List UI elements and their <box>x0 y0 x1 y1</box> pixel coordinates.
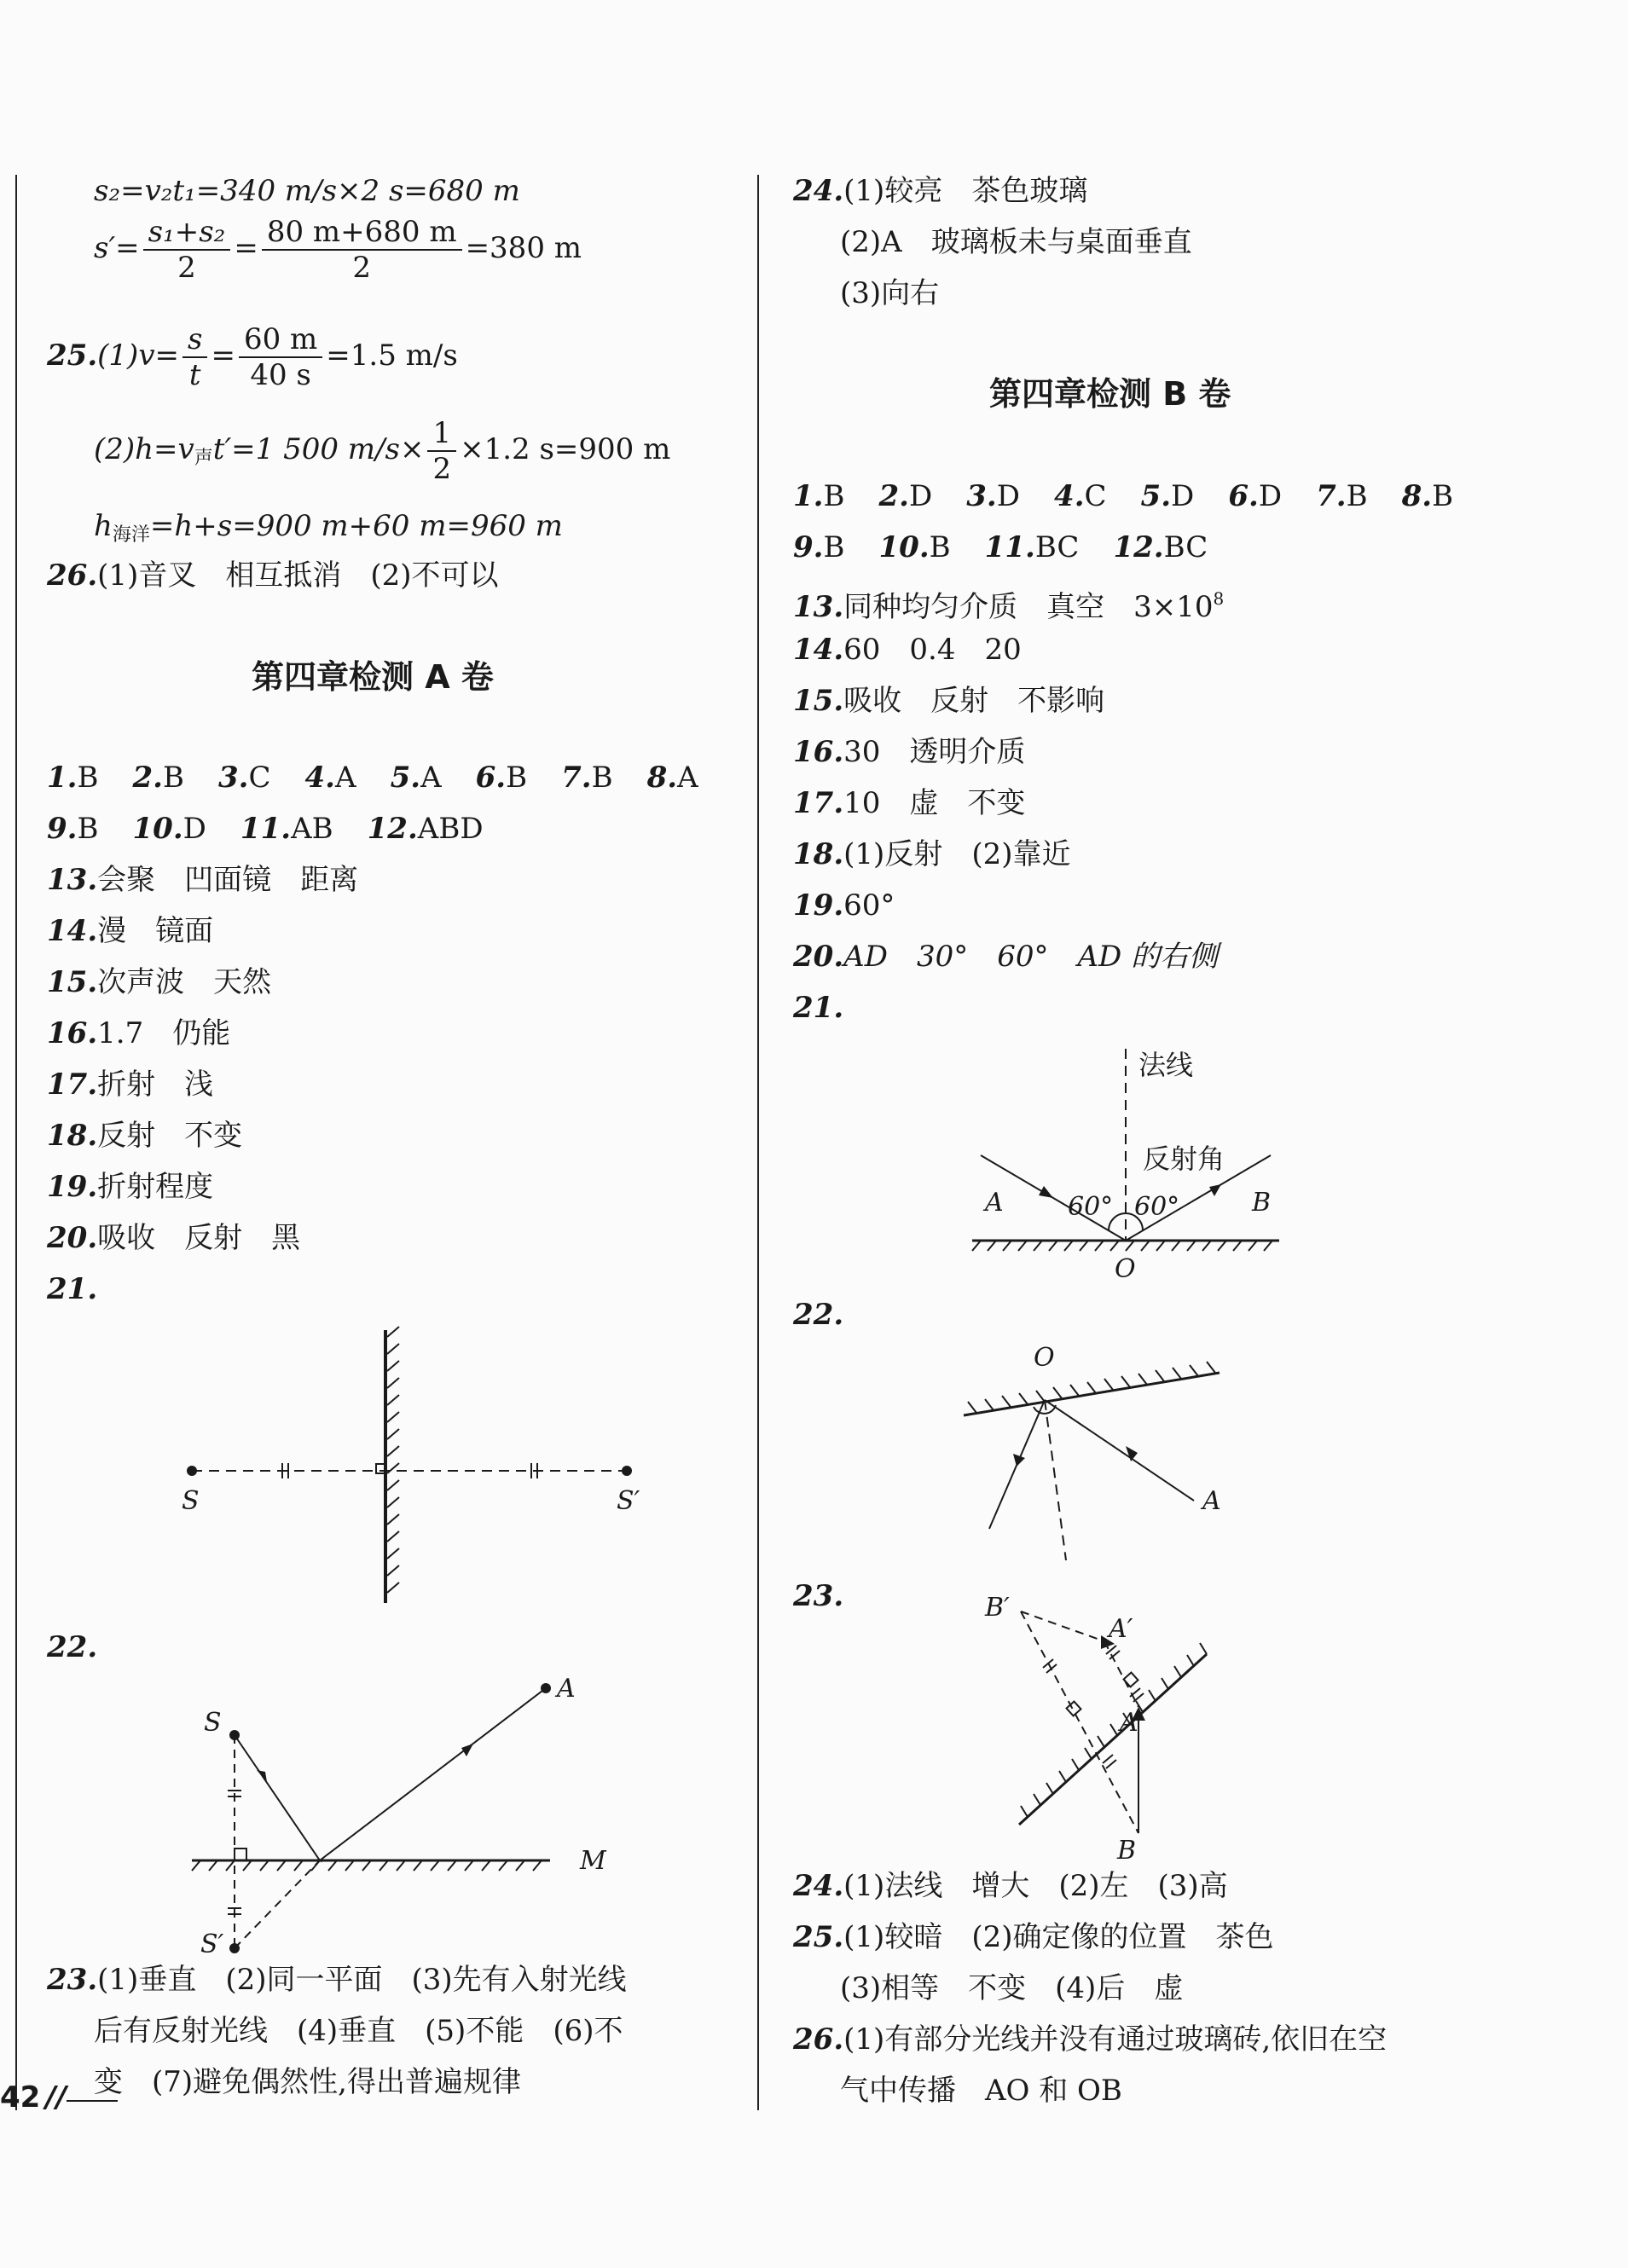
q24: 24.(1)较亮 茶色玻璃 <box>793 174 1088 208</box>
label-m: M <box>580 1846 606 1876</box>
point-s-prime <box>622 1466 632 1476</box>
answer-number: 16. <box>47 1016 98 1050</box>
figure-21-mirror-image <box>175 1330 687 1603</box>
answer-number: 8. <box>646 761 678 795</box>
label-a: A <box>1202 1486 1221 1516</box>
answer-number: 5. <box>390 761 421 795</box>
arrowhead <box>1039 1186 1053 1198</box>
answer-number: 16. <box>793 735 844 769</box>
arrowhead <box>461 1744 473 1756</box>
answer-text: 折射 浅 <box>97 1067 214 1102</box>
answer-number: 5. <box>1140 479 1172 513</box>
answer-value: B <box>929 530 951 564</box>
answer-text: 60° <box>843 888 895 923</box>
incident-ray <box>1045 1400 1194 1501</box>
page-number: 42 // <box>0 2080 118 2115</box>
answer-number: 10. <box>878 530 930 564</box>
text-line: s₂=v₂t₁=340 m/s×2 s=680 m <box>94 174 520 208</box>
answer-text: 吸收 反射 黑 <box>97 1221 301 1255</box>
label-a: A <box>985 1188 1004 1218</box>
answer-number: 15. <box>793 684 844 718</box>
incident-ray <box>235 1735 320 1860</box>
answer-item <box>47 1219 300 1257</box>
answer-item <box>47 1270 97 1308</box>
answer-item <box>793 631 1022 668</box>
point-a <box>541 1683 551 1693</box>
answer-value: A <box>335 761 356 795</box>
q26: 26.(1)有部分光线并没有通过玻璃砖,依旧在空 <box>793 2022 1388 2057</box>
point-s <box>229 1730 240 1740</box>
dashed-extension <box>235 1860 320 1948</box>
answer-number: 6. <box>475 761 507 795</box>
answer-number: 19. <box>47 1170 98 1204</box>
answer-number: 15. <box>47 965 98 999</box>
answers-row-2 <box>47 810 518 848</box>
q25: 25.(1)较暗 (2)确定像的位置 茶色 <box>793 1920 1274 1954</box>
label-b: B <box>1117 1836 1137 1866</box>
answer-value: D <box>996 479 1021 513</box>
reflected-ray <box>320 1688 546 1860</box>
figure-22-reflection <box>964 1343 1330 1569</box>
equal-marks <box>1043 1646 1144 1768</box>
label-a: A <box>557 1674 576 1704</box>
q25-part3: $h_{海洋}=h+s=900$ m+60 m=960 m <box>94 509 563 546</box>
answer-text: 折射程度 <box>97 1170 214 1204</box>
answer-number: 18. <box>47 1119 98 1153</box>
section-heading-b: 第四章检测 B 卷 <box>989 375 1231 413</box>
answers-row-1 <box>47 759 733 796</box>
answer-number: 2. <box>132 761 163 795</box>
mirror-surface <box>964 1373 1220 1415</box>
dashed-normal <box>1045 1400 1066 1560</box>
q25-part2: $(2)h=v_声t'=1$ 500 m/s× $\frac{1}{2}$ ×1.2 s=900 m <box>94 416 671 486</box>
answer-value: A <box>420 761 442 795</box>
answer-number: 20. <box>47 1221 98 1255</box>
answer-item <box>793 887 895 924</box>
answer-number: 12. <box>367 812 418 846</box>
label-s-prime: S′ <box>617 1486 640 1516</box>
answer-item <box>793 784 1025 822</box>
answer-item <box>47 1117 242 1154</box>
answer-item <box>793 682 1104 720</box>
answer-item <box>793 836 1070 873</box>
answer-value: B <box>1346 479 1368 513</box>
answer-text: 30 透明介质 <box>843 735 1026 769</box>
label-normal: 法线 <box>1138 1049 1194 1081</box>
answer-number: 8. <box>1401 479 1433 513</box>
label-a: A <box>1120 1708 1138 1738</box>
label-a-prime: A′ <box>1109 1614 1133 1644</box>
dashed-image-arrow <box>1021 1611 1104 1641</box>
section-heading-a: 第四章检测 A 卷 <box>252 658 494 696</box>
answer-number: 11. <box>240 812 292 846</box>
answer-text: 次声波 天然 <box>97 965 272 999</box>
answer-number: 17. <box>47 1067 98 1102</box>
answer-number: 11. <box>984 530 1035 564</box>
arrowhead <box>1126 1446 1138 1461</box>
label-b: B <box>1252 1188 1272 1218</box>
answer-value: BC <box>1034 530 1080 564</box>
q23-number: 23. <box>793 1579 844 1613</box>
answer-item <box>793 733 1025 771</box>
right-angle-mark <box>1124 1673 1138 1687</box>
answer-value: B <box>823 479 845 513</box>
answer-number: 19. <box>793 888 844 923</box>
arrowhead <box>1013 1454 1025 1467</box>
answer-number: 6. <box>1228 479 1259 513</box>
answer-number: 9. <box>793 530 824 564</box>
answer-value: D <box>182 812 206 846</box>
answer-value: C <box>1084 479 1107 513</box>
answer-text: (1)反射 (2)靠近 <box>843 837 1071 871</box>
answer-number: 9. <box>47 812 78 846</box>
column-divider <box>757 175 759 2110</box>
q25: 25.(1)v= $\frac{s}{t}$ = $\frac{60 m}{40 s}$ =1.5 m/s <box>47 322 458 392</box>
answers-row-2 <box>793 529 1242 566</box>
point-s <box>187 1466 197 1476</box>
label-s-prime: S′ <box>200 1930 224 1959</box>
right-angle-mark <box>235 1849 246 1860</box>
answer-number: 17. <box>793 786 844 820</box>
answer-item <box>47 1066 213 1103</box>
q24-line2: (2)A 玻璃板未与桌面垂直 <box>840 225 1192 259</box>
answer-item <box>47 912 213 950</box>
answer-value: ABD <box>417 812 484 846</box>
figure-22-reflection <box>192 1674 635 1959</box>
mirror-hatching <box>972 1241 1272 1251</box>
answer-value: AB <box>291 812 333 846</box>
q20: 20.AD 30° 60° AD 的右侧 <box>793 940 1219 974</box>
answer-value: B <box>823 530 845 564</box>
answer-value: B <box>1432 479 1454 513</box>
q22-number: 22. <box>793 1298 844 1332</box>
answer-value: B <box>506 761 528 795</box>
figure-23-image-arrow <box>985 1593 1275 1866</box>
answer-value: C <box>248 761 271 795</box>
answer-value: B <box>591 761 613 795</box>
answer-text: 漫 镜面 <box>97 914 214 948</box>
answer-item <box>47 1168 213 1206</box>
q21-number: 21. <box>793 991 844 1025</box>
column-divider <box>15 175 17 2110</box>
answer-value: B <box>77 761 99 795</box>
answer-number: 4. <box>304 761 336 795</box>
q26-line2: 气中传播 AO 和 OB <box>840 2074 1122 2108</box>
q24-line3: (3)向右 <box>840 276 940 310</box>
label-angle-1: 60° <box>1068 1192 1114 1222</box>
label-s: S <box>182 1486 200 1516</box>
answer-text: 吸收 反射 不影响 <box>843 684 1105 718</box>
mirror-surface <box>1019 1654 1207 1825</box>
answer-text: 60 0.4 20 <box>843 633 1022 667</box>
answer-number: 13. <box>47 863 98 897</box>
q23-line1: 23.(1)垂直 (2)同一平面 (3)先有入射光线 <box>47 1963 627 1997</box>
answer-value: D <box>1171 479 1195 513</box>
label-o: O <box>1115 1254 1136 1284</box>
formula-line: s′= $\frac{\text{s₁+s₂}}{2}$ = $\frac{80 m+680 m}{2}$ =380 m <box>94 215 582 285</box>
answer-text: 会聚 凹面镜 距离 <box>97 863 359 897</box>
figure-21-reflection-angle <box>972 1049 1347 1284</box>
q22-number: 22. <box>47 1630 98 1664</box>
answer-value: D <box>1258 479 1283 513</box>
label-s: S <box>204 1708 222 1738</box>
answer-item <box>47 1015 230 1052</box>
answer-number: 21. <box>47 1272 98 1306</box>
q24b: 24.(1)法线 增大 (2)左 (3)高 <box>793 1869 1228 1903</box>
answer-value: A <box>677 761 698 795</box>
answer-text: 反射 不变 <box>97 1119 243 1153</box>
answer-value: B <box>163 761 184 795</box>
answer-number: 12. <box>1113 530 1164 564</box>
point-s-prime <box>229 1943 240 1953</box>
answer-number: 7. <box>1316 479 1347 513</box>
q23-line2: 后有反射光线 (4)垂直 (5)不能 (6)不 <box>94 2014 623 2048</box>
answer-number: 1. <box>47 761 78 795</box>
q26: 26.(1)音叉 相互抵消 (2)不可以 <box>47 558 499 593</box>
mirror-hatching <box>192 1860 542 1871</box>
answer-number: 3. <box>218 761 249 795</box>
label-angle-2: 60° <box>1134 1192 1180 1222</box>
answer-number: 4. <box>1054 479 1085 513</box>
answer-text: 1.7 仍能 <box>97 1016 231 1050</box>
q25-line2: (3)相等 不变 (4)后 虚 <box>840 1971 1184 2005</box>
answer-number: 7. <box>561 761 592 795</box>
arrowhead <box>257 1770 267 1782</box>
answer-item <box>47 861 358 899</box>
answer-value: B <box>77 812 99 846</box>
answer-item <box>47 963 271 1001</box>
q13: 13.同种均匀介质 真空 $3\times 10^8$ <box>793 588 1225 624</box>
mirror-hatching <box>968 1362 1215 1413</box>
answer-number: 3. <box>966 479 997 513</box>
mirror-hatching <box>1021 1643 1207 1817</box>
answer-value: BC <box>1163 530 1208 564</box>
answer-number: 2. <box>878 479 909 513</box>
label-reflection-angle: 反射角 <box>1143 1143 1225 1175</box>
answer-number: 10. <box>132 812 183 846</box>
answer-number: 14. <box>47 914 98 948</box>
answers-row-1 <box>793 477 1487 515</box>
label-b-prime: B′ <box>985 1593 1010 1623</box>
mirror-hatching <box>387 1327 399 1593</box>
answer-text: 10 虚 不变 <box>843 786 1026 820</box>
answer-value: D <box>909 479 933 513</box>
q23-line3: 变 (7)避免偶然性,得出普遍规律 <box>94 2065 521 2099</box>
label-o: O <box>1034 1343 1055 1373</box>
right-angle-mark <box>1067 1702 1081 1716</box>
answer-number: 14. <box>793 633 844 667</box>
answer-number: 18. <box>793 837 844 871</box>
answer-number: 1. <box>793 479 824 513</box>
